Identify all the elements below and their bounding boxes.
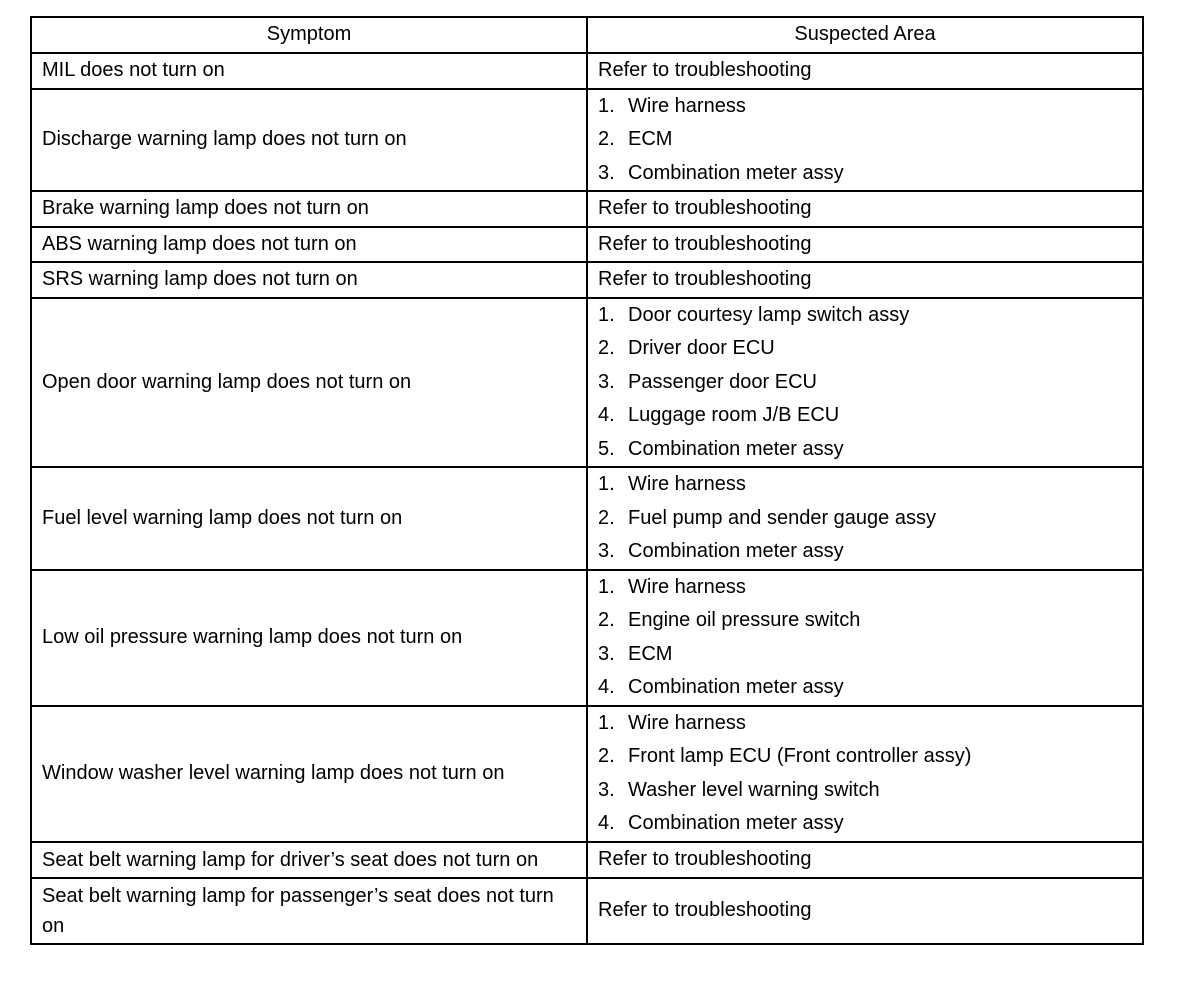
list-item-number: 3. — [598, 540, 615, 562]
list-item-text: Wire harness — [628, 711, 746, 734]
suspected-area-list — [598, 571, 1132, 705]
list-item-text: Passenger door ECU — [628, 370, 817, 393]
suspected-area-cell — [587, 842, 1143, 878]
table-row — [31, 878, 1143, 944]
suspected-area-text: Refer to troubleshooting — [598, 197, 812, 219]
suspected-area-text: Refer to troubleshooting — [598, 268, 812, 290]
table-row — [31, 570, 1143, 706]
symptom-table — [30, 16, 1144, 945]
list-item-number: 3. — [598, 778, 615, 801]
list-item-number: 1. — [598, 711, 615, 734]
list-item — [598, 299, 1132, 333]
symptom-cell: Low oil pressure warning lamp does not turn on — [31, 570, 587, 706]
suspected-area-list — [598, 299, 1132, 467]
list-item — [598, 433, 1132, 467]
list-item — [598, 123, 1132, 157]
list-item-text: Driver door ECU — [628, 337, 775, 359]
list-item — [598, 468, 1132, 502]
list-item-number: 1. — [598, 303, 615, 326]
table-row — [31, 227, 1143, 263]
list-item — [598, 332, 1132, 366]
list-item-text: Engine oil pressure switch — [628, 609, 861, 631]
suspected-area-cell — [587, 53, 1143, 89]
symptom-cell: Fuel level warning lamp does not turn on — [31, 467, 587, 570]
list-item-text: Door courtesy lamp switch assy — [628, 303, 910, 326]
suspected-area-cell — [587, 191, 1143, 227]
list-item — [598, 399, 1132, 433]
suspected-area-cell — [587, 89, 1143, 192]
list-item-text: Combination meter assy — [628, 812, 844, 834]
list-item-number: 2. — [598, 609, 615, 631]
list-item-text: ECM — [628, 642, 673, 665]
list-item — [598, 671, 1132, 705]
header-suspected-area: Suspected Area — [587, 17, 1143, 53]
table-row — [31, 298, 1143, 468]
table-row — [31, 842, 1143, 878]
list-item-number: 2. — [598, 745, 615, 767]
list-item-text: Combination meter assy — [628, 161, 844, 184]
table-row — [31, 53, 1143, 89]
list-item — [598, 807, 1132, 841]
table-row — [31, 262, 1143, 298]
suspected-area-list — [598, 468, 1132, 569]
table-row — [31, 467, 1143, 570]
symptom-cell: Seat belt warning lamp for driver’s seat does not turn on — [31, 842, 587, 878]
list-item-text: Combination meter assy — [628, 540, 844, 562]
table-header-row — [31, 17, 1143, 53]
symptom-cell: Seat belt warning lamp for passenger’s seat does not turn on — [31, 878, 587, 944]
list-item-number: 3. — [598, 370, 615, 393]
symptom-cell: Window washer level warning lamp does not turn on — [31, 706, 587, 842]
table-row — [31, 706, 1143, 842]
header-symptom: Symptom — [31, 17, 587, 53]
list-item-text: ECM — [628, 128, 673, 150]
suspected-area-list — [598, 707, 1132, 841]
suspected-area-cell — [587, 227, 1143, 263]
list-item-number: 1. — [598, 94, 615, 117]
list-item-number: 1. — [598, 473, 615, 495]
list-item-text: Wire harness — [628, 575, 746, 598]
list-item — [598, 366, 1132, 400]
symptom-cell: Discharge warning lamp does not turn on — [31, 89, 587, 192]
list-item-text: Luggage room J/B ECU — [628, 404, 840, 426]
list-item-number: 3. — [598, 642, 615, 665]
suspected-area-cell — [587, 467, 1143, 570]
symptom-cell: SRS warning lamp does not turn on — [31, 262, 587, 298]
suspected-area-text: Refer to troubleshooting — [598, 59, 812, 81]
list-item-number: 4. — [598, 676, 615, 698]
list-item-text: Fuel pump and sender gauge assy — [628, 506, 936, 529]
suspected-area-text: Refer to troubleshooting — [598, 847, 812, 870]
list-item — [598, 604, 1132, 638]
suspected-area-text: Refer to troubleshooting — [598, 232, 812, 255]
symptom-cell: MIL does not turn on — [31, 53, 587, 89]
list-item-number: 5. — [598, 437, 615, 460]
suspected-area-list — [598, 90, 1132, 191]
table-row — [31, 191, 1143, 227]
list-item-text: Wire harness — [628, 94, 746, 117]
table-row — [31, 89, 1143, 192]
list-item — [598, 638, 1132, 672]
suspected-area-cell — [587, 570, 1143, 706]
list-item-text: Washer level warning switch — [628, 778, 880, 801]
table-body — [31, 53, 1143, 944]
list-item-number: 2. — [598, 337, 615, 359]
list-item-text: Combination meter assy — [628, 437, 844, 460]
list-item-number: 3. — [598, 161, 615, 184]
symptom-cell: Brake warning lamp does not turn on — [31, 191, 587, 227]
list-item-number: 4. — [598, 812, 615, 834]
list-item-text: Wire harness — [628, 473, 746, 495]
list-item — [598, 740, 1132, 774]
suspected-area-cell — [587, 706, 1143, 842]
list-item — [598, 157, 1132, 191]
list-item-number: 2. — [598, 128, 615, 150]
suspected-area-cell — [587, 298, 1143, 468]
troubleshooting-table-container — [30, 16, 1144, 945]
list-item — [598, 774, 1132, 808]
list-item — [598, 502, 1132, 536]
list-item-number: 1. — [598, 575, 615, 598]
list-item — [598, 571, 1132, 605]
symptom-cell: ABS warning lamp does not turn on — [31, 227, 587, 263]
list-item-text: Combination meter assy — [628, 676, 844, 698]
list-item — [598, 535, 1132, 569]
suspected-area-cell — [587, 878, 1143, 944]
suspected-area-text: Refer to troubleshooting — [598, 898, 812, 921]
list-item-text: Front lamp ECU (Front controller assy) — [628, 745, 972, 767]
symptom-cell: Open door warning lamp does not turn on — [31, 298, 587, 468]
list-item — [598, 707, 1132, 741]
suspected-area-cell — [587, 262, 1143, 298]
list-item-number: 4. — [598, 404, 615, 426]
list-item — [598, 90, 1132, 124]
list-item-number: 2. — [598, 506, 615, 529]
